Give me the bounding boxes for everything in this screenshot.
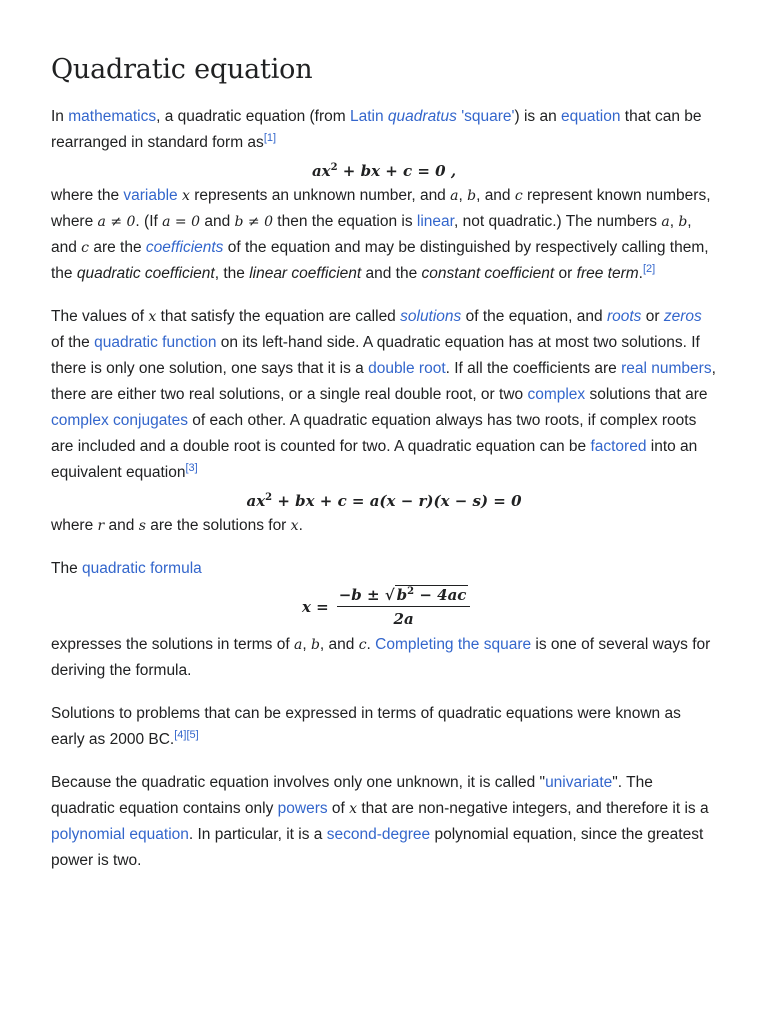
quadratic-formula: x = $\frac{-b \pm √ b^2 - 4ac}{2a}$ [51, 586, 717, 632]
solutions-paragraph: The values of x that satisfy the equation are called solutions of the equation, and roots or zeros of the quadratic function on its left-hand side. A quadratic equation has at most two solutions. If there is only one solution, one says that it is a double root. If all the coefficients are real numbers, there are either two real solutions, or a single real double root, or two complex solutions that are complex conjugates of each other. A quadratic equation always has two roots, if complex roots are included and a double root is counted for two. A quadratic equation can be factored into an equivalent equation[3] [51, 308, 716, 481]
text: (from [305, 108, 350, 125]
link-univariate[interactable]: univariate [545, 774, 613, 791]
reference-5[interactable]: [5] [186, 728, 199, 741]
roots-note: where r and s are the solutions for x. [51, 517, 303, 534]
link-completing-the-square[interactable]: Completing the square [375, 636, 532, 653]
link-quadratus[interactable]: quadratus [387, 108, 457, 125]
link-second-degree[interactable]: second-degree [326, 826, 431, 843]
link-quadratic-function[interactable]: quadratic function [94, 334, 217, 351]
reference-3[interactable]: [3] [185, 461, 198, 474]
text: ) is an [514, 108, 562, 125]
reference-1[interactable]: [1] [263, 131, 277, 144]
link-latin[interactable]: Latin [349, 108, 384, 125]
text: , a [156, 108, 178, 125]
link-quadratic-equation-term[interactable]: quadratic equation [177, 108, 306, 125]
link-equation[interactable]: equation [561, 108, 621, 125]
link-polynomial-equation[interactable]: polynomial equation [51, 826, 189, 843]
link-quadratic-formula[interactable]: quadratic formula [82, 560, 202, 577]
link-powers[interactable]: powers [277, 800, 328, 817]
text: that can be rearranged in standard form as [51, 108, 702, 151]
link-variable[interactable]: variable [123, 187, 178, 204]
definition-paragraph: where the variable x represents an unknown number, and a, b, and c represent known numbers, where a ≠ 0. (If a = 0 and b ≠ 0 then the equation is linear, not quadratic.) The numbers a, b, and c are the coefficients of the equation and may be distinguished by respectively calling them, the quadratic coefficient, the linear coefficient and the constant coefficient or free term.[2] [51, 187, 711, 282]
link-mathematics[interactable]: mathematics [68, 108, 157, 125]
standard-form-equation: $ax^2$ + bx + c = 0 , [311, 162, 457, 180]
link-roots[interactable]: roots [606, 308, 642, 325]
reference-2[interactable]: [2] [642, 262, 656, 275]
link-zeros[interactable]: zeros [663, 308, 702, 325]
link-double-root[interactable]: double root [368, 360, 446, 377]
link-complex-conjugates[interactable]: complex conjugates [51, 412, 188, 429]
factored-equation: $ax^2$ + bx + c = a(x − r)(x − s) = 0 [246, 492, 522, 510]
reference-4[interactable]: [4] [174, 728, 187, 741]
univariate-paragraph: Because the quadratic equation involves only one unknown, it is called "univariate". The quadratic equation contains only powers of x that are non-negative integers, and therefore it is a polynomial equation. In particular, it is a second-degree polynomial equation, since the greatest power is two. [51, 774, 709, 869]
link-linear[interactable]: linear [416, 213, 454, 230]
link-complex[interactable]: complex [527, 386, 586, 403]
history-paragraph: Solutions to problems that can be expressed in terms of quadratic equations were known as early as 2000 BC.[4][5] [51, 705, 681, 748]
text: In [51, 108, 69, 125]
link-real-numbers[interactable]: real numbers [621, 360, 712, 377]
formula-explanation: expresses the solutions in terms of a, b, and c. Completing the square is one of several ways for deriving the formula. [51, 636, 711, 679]
link-coefficients[interactable]: coefficients [145, 239, 224, 256]
intro-paragraph [51, 104, 717, 156]
article-body [51, 104, 717, 874]
page-title: Quadratic equation [51, 54, 313, 85]
link-square[interactable]: 'square' [461, 108, 515, 125]
link-factored[interactable]: factored [590, 438, 647, 455]
link-solutions[interactable]: solutions [400, 308, 462, 325]
formula-intro: The quadratic formula [51, 560, 202, 577]
